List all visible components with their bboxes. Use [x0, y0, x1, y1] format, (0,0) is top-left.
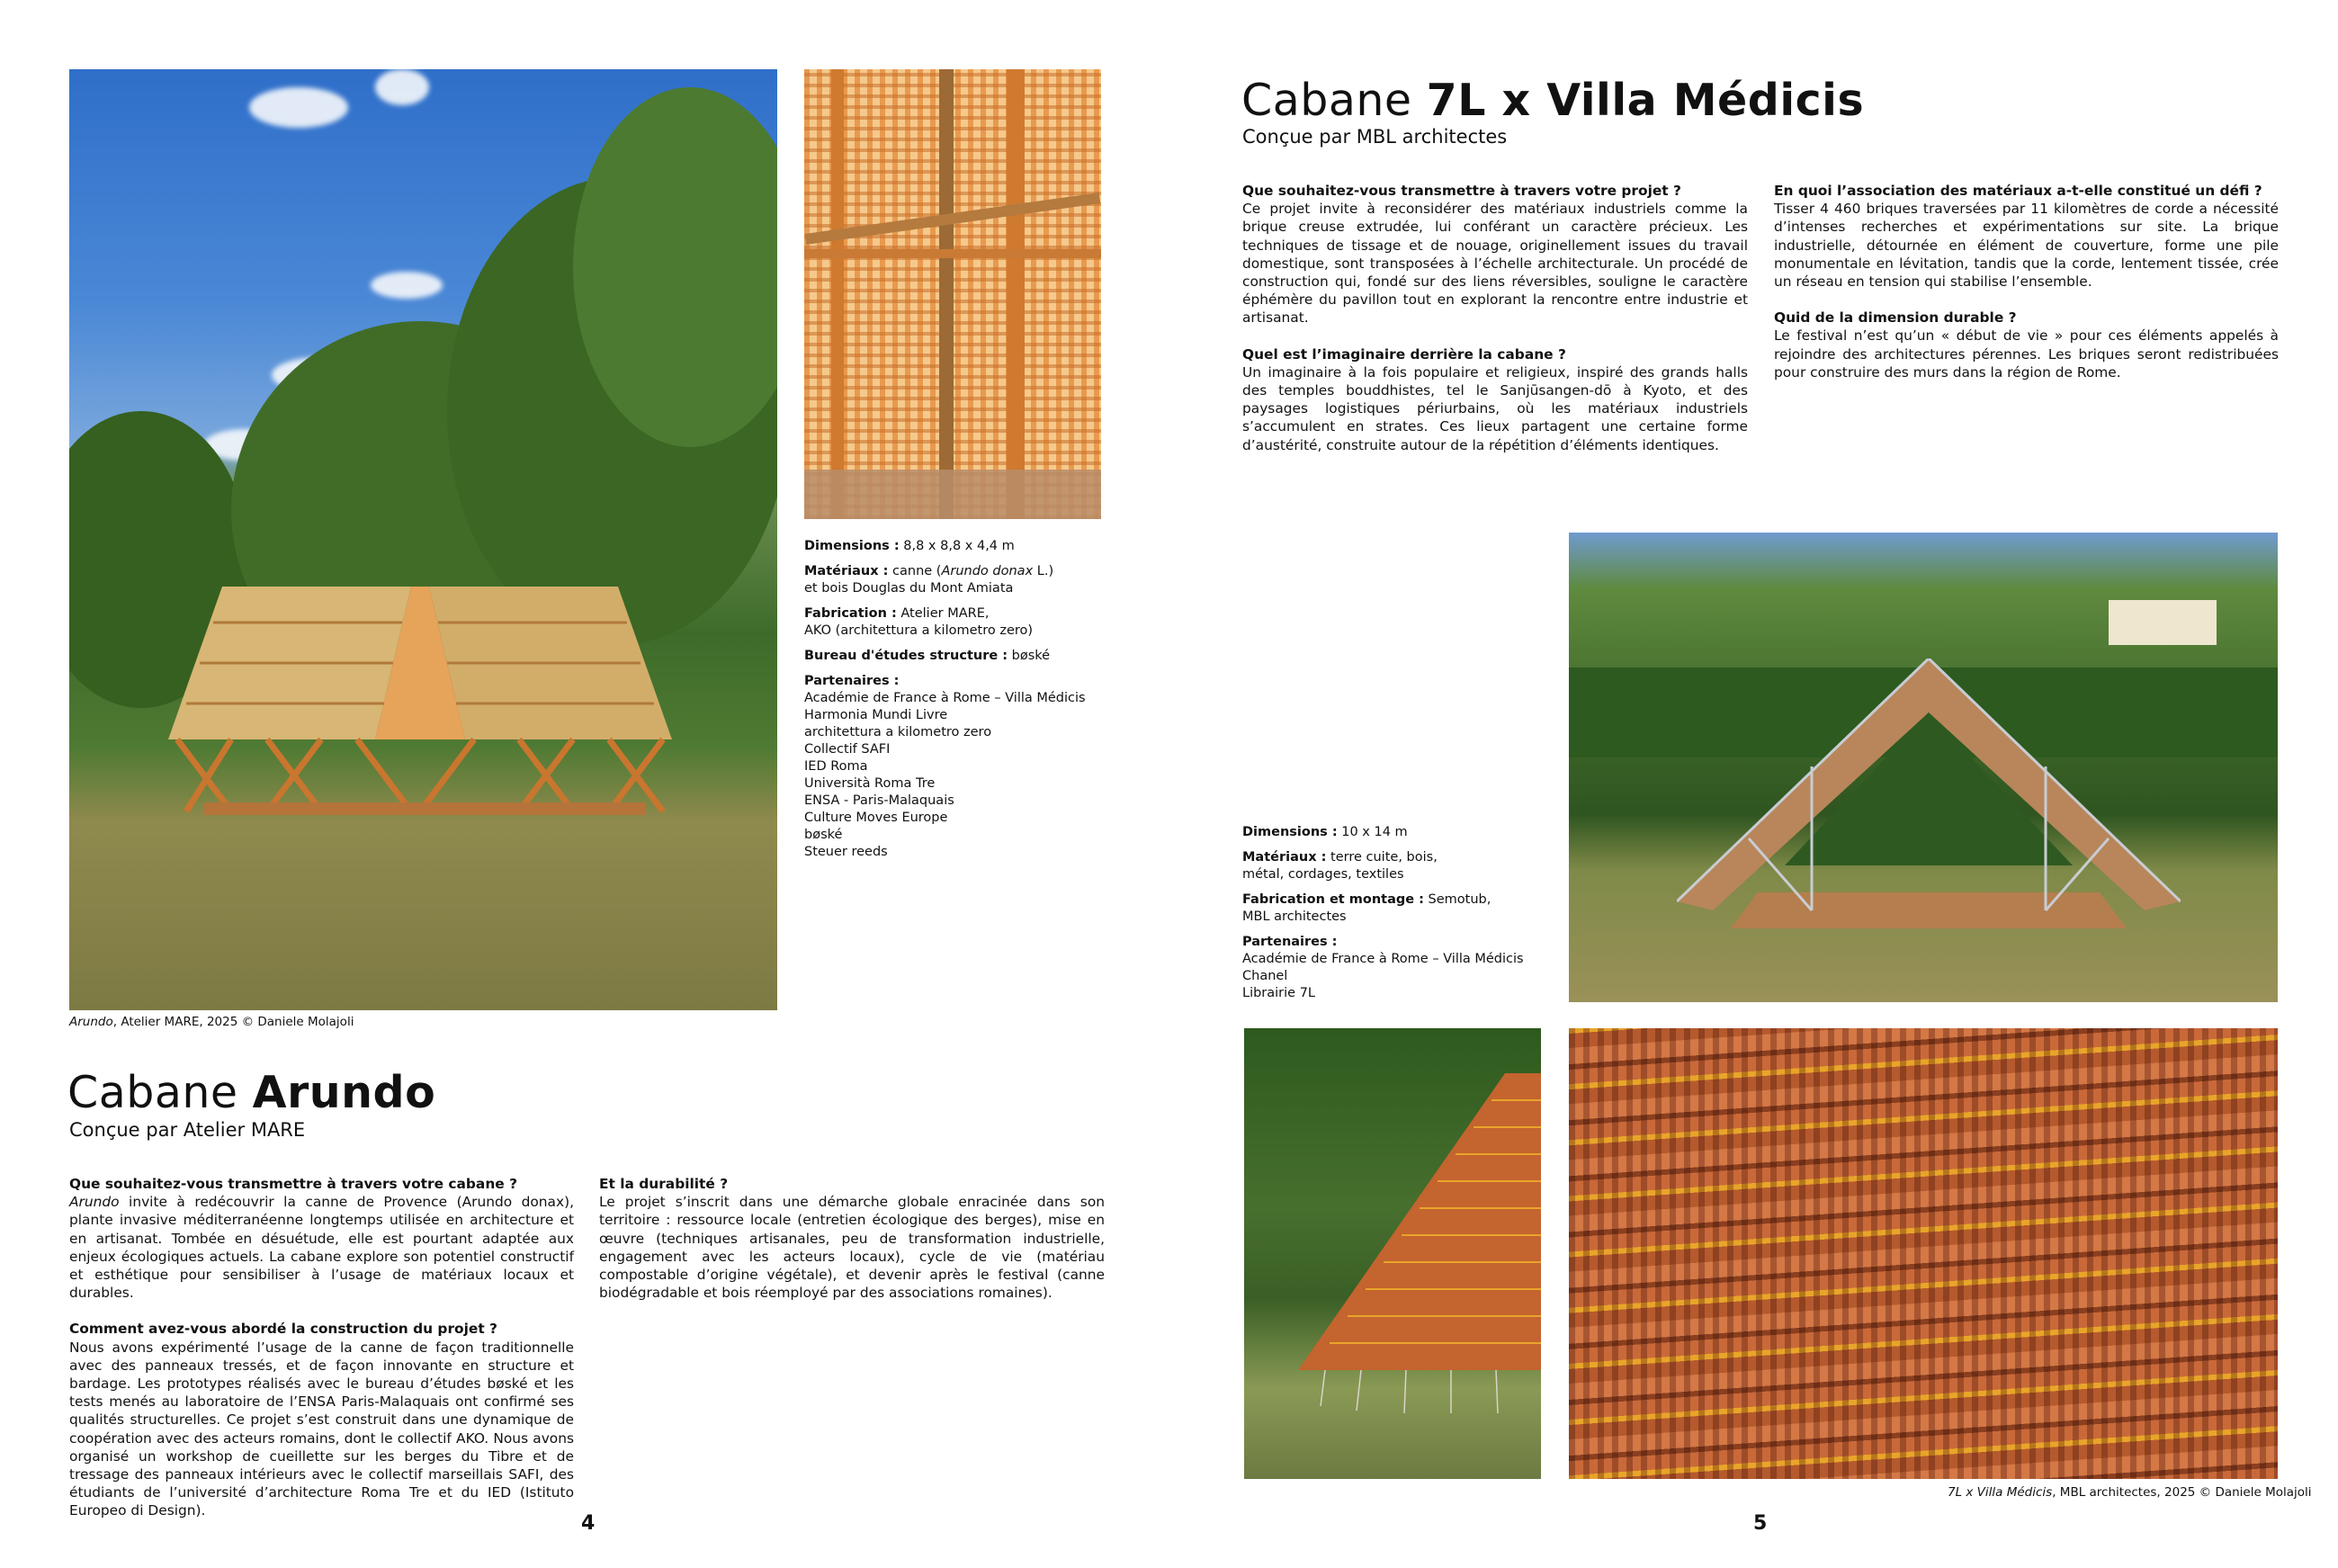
villa-medicis-pavilion-photo: [1569, 533, 2278, 1002]
arundo-pavilion-illustration: [168, 587, 672, 820]
arundo-specs: [804, 538, 1110, 869]
partner-item: Chanel: [1242, 969, 1288, 983]
villa-medicis-bricks-photo: [1569, 1028, 2278, 1479]
spec-dimensions: Dimensions : 8,8 x 8,8 x 4,4 m: [804, 539, 1015, 553]
spec-partners: Partenaires : Académie de France à Rome – Villa Médicis Chanel Librairie 7L: [1242, 934, 1548, 1002]
qa-question: Que souhaitez-vous transmettre à travers votre projet ?: [1242, 183, 1681, 199]
villa-medicis-specs: [1242, 824, 1548, 1010]
qa-question: Et la durabilité ?: [599, 1176, 729, 1192]
partner-item: IED Roma: [804, 759, 868, 774]
spec-fabrication: Fabrication et montage : Semotub, MBL architectes: [1242, 892, 1491, 924]
qa-answer: Nous avons expérimenté l’usage de la canne de façon traditionnelle avec des panneaux tressés, et de façon innovante en structure et bardage. Les prototypes réalisés avec le bureau d’études bøské et les tests menés au laboratoire de l’ENSA Paris-Malaquais ont confirmé ses qualités structurelles. Ce projet s’est construit dans une dynamique de coopération avec des acteurs romains, dont le collectif AKO. Nous avons organisé un workshop de cueillette sur les berges du Tibre et de tressage des panneaux intérieurs avec le collectif marseillais SAFI, des étudiants de l’université d’architecture Roma Tre et du IED (Istituto Europeo di Design).: [69, 1339, 574, 1519]
partner-item: Harmonia Mundi Livre: [804, 708, 948, 722]
partner-item: ENSA - Paris-Malaquais: [804, 793, 954, 808]
partner-item: Culture Moves Europe: [804, 811, 948, 825]
villa-medicis-qa-column-2: [1774, 182, 2279, 399]
page-number-left: 4: [581, 1512, 596, 1535]
villa-medicis-side-photo: [1244, 1028, 1541, 1479]
spec-partners: Partenaires : Académie de France à Rome – Villa Médicis Harmonia Mundi Livre architettura a kilometro zero Collectif SAFI IED Roma Università Roma Tre ENSA - Paris-Malaquais Culture Moves Europe bøské Steuer reeds: [804, 673, 1110, 861]
partner-item: Steuer reeds: [804, 845, 888, 859]
qa-question: Comment avez-vous abordé la construction du projet ?: [69, 1321, 497, 1338]
arundo-title: Cabane Arundo: [67, 1067, 436, 1118]
qa-question: En quoi l’association des matériaux a-t-elle constitué un défi ?: [1774, 183, 2262, 199]
qa-answer: Tisser 4 460 briques traversées par 11 kilomètres de corde a nécessité d’intenses recherches et expérimentations sur site. La brique industrielle, détournée en élément de couverture, forme une pile monumentale en lévitation, tandis que la corde, lentement tissée, crée un réseau en tension qui stabilise l’ensemble.: [1774, 201, 2279, 291]
arundo-photo-caption: Arundo, Atelier MARE, 2025 © Daniele Molajoli: [69, 1015, 354, 1029]
villa-medicis-title: Cabane 7L x Villa Médicis: [1241, 75, 1865, 126]
partner-item: Académie de France à Rome – Villa Médicis: [804, 691, 1086, 705]
spec-materials: Matériaux : canne (Arundo donax L.) et bois Douglas du Mont Amiata: [804, 564, 1054, 596]
spec-materials: Matériaux : terre cuite, bois, métal, cordages, textiles: [1242, 850, 1438, 882]
partner-item: Università Roma Tre: [804, 776, 936, 791]
spec-structural-engineer: Bureau d'études structure : bøské: [804, 649, 1051, 663]
brick-slope-illustration: [1298, 1073, 1541, 1415]
arundo-lattice-detail-photo: [804, 69, 1101, 519]
villa-medicis-qa-column-1: [1242, 182, 1748, 472]
villa-medicis-subtitle: Conçue par MBL architectes: [1242, 126, 1508, 148]
partner-item: bøské: [804, 828, 843, 842]
spec-fabrication: Fabrication : Atelier MARE, AKO (architettura a kilometro zero): [804, 606, 1034, 638]
qa-answer: Un imaginaire à la fois populaire et religieux, inspiré des grands halls des temples bouddhistes, tel le Sanjūsangen-dō à Kyoto, et des paysages logistiques périurbains, où les matériaux industriels s’accumulent en strates. Ces lieux partagent une certaine forme d’austérité, construite autour de la répétition d’éléments identiques.: [1242, 363, 1748, 453]
villa-medicis-photo-caption: 7L x Villa Médicis, MBL architectes, 2025 © Daniele Molajoli: [1948, 1485, 2312, 1500]
qa-answer: Le projet s’inscrit dans une démarche globale enracinée dans son territoire : ressource locale (entretien écologique des berges), mise en œuvre (techniques artisanales, peu de transformation industrielle, engagement avec les acteurs locaux), cycle de vie (matériau compostable d’origine végétale), et devenir après le festival (canne biodégradable et bois réemployé par des associations romaines).: [599, 1194, 1105, 1302]
arundo-subtitle: Conçue par Atelier MARE: [69, 1119, 306, 1141]
page-number-right: 5: [1753, 1512, 1768, 1535]
partner-item: Collectif SAFI: [804, 742, 891, 757]
qa-answer: Ce projet invite à reconsidérer des matériaux industriels comme la brique creuse extrudée, lui conférant un caractère précieux. Les techniques de tissage et de nouage, originellement issues du travail domestique, sont transposées à l’échelle architecturale. Un procédé de construction qui, fondé sur des liens réversibles, souligne le caractère éphémère du pavillon tout en explorant la rencontre entre industrie et artisanat.: [1242, 201, 1748, 327]
qa-answer: Arundo invite à redécouvrir la canne de Provence (Arundo donax), plante invasive méditerranéenne longtemps utilisée en architecture et en artisanat. Tombée en désuétude, elle est pourtant adaptée aux enjeux écologiques actuels. La cabane explore son potentiel constructif et esthétique pour sensibiliser à l’usage de matériaux locaux et durables.: [69, 1194, 574, 1302]
partner-item: Librairie 7L: [1242, 986, 1316, 1000]
arundo-main-photo: [69, 69, 777, 1010]
arundo-qa-column-1: [69, 1175, 574, 1538]
partner-item: Académie de France à Rome – Villa Médicis: [1242, 952, 1524, 966]
villa-building: [2109, 600, 2217, 645]
partner-item: architettura a kilometro zero: [804, 725, 992, 739]
spec-dimensions: Dimensions : 10 x 14 m: [1242, 825, 1408, 839]
qa-question: Que souhaitez-vous transmettre à travers votre cabane ?: [69, 1176, 517, 1192]
qa-question: Quel est l’imaginaire derrière la cabane ?: [1242, 345, 1566, 363]
qa-question: Quid de la dimension durable ?: [1774, 309, 2017, 327]
a-frame-pavilion-illustration: [1677, 659, 2181, 928]
qa-answer: Le festival n’est qu’un « début de vie » pour ces éléments appelés à rejoindre des architectures pérennes. Les briques seront redistribuées pour construire des murs dans la région de Rome.: [1774, 327, 2279, 381]
arundo-qa-column-2: [599, 1175, 1105, 1320]
